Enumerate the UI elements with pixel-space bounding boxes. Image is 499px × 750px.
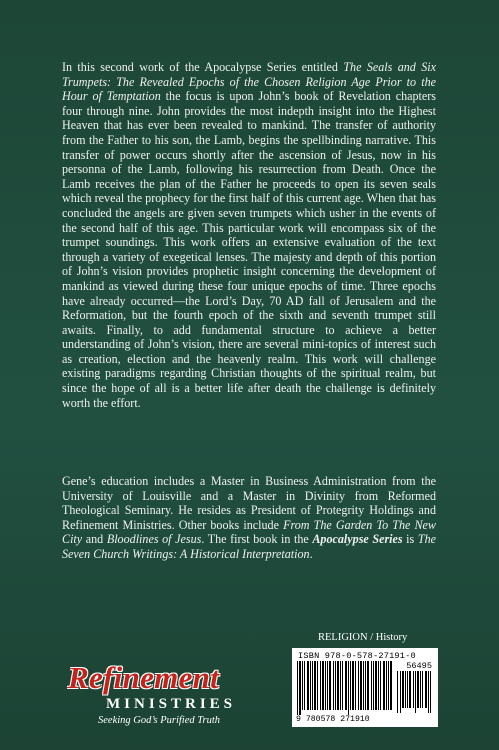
barcode-bar — [409, 671, 411, 708]
bio-end: . — [309, 546, 313, 561]
barcode-bar — [407, 671, 408, 708]
barcode-bar — [327, 661, 328, 710]
ean-digits: 9 780578 271910 — [296, 715, 370, 724]
barcode-bar — [325, 661, 326, 710]
barcode-bar — [386, 661, 387, 710]
barcode-bar — [310, 661, 311, 710]
other-book-title-1: From The Garden To The New City — [62, 517, 436, 547]
series-name: Apocalypse Series — [312, 532, 403, 547]
publisher-logo — [50, 660, 290, 740]
logo-ministries: MINISTRIES — [106, 696, 237, 712]
bio-is: is — [402, 532, 418, 547]
barcode-bar — [320, 661, 321, 710]
barcode-bar — [335, 661, 336, 710]
barcode-bar — [317, 661, 318, 710]
barcode-bar — [425, 671, 427, 708]
price-barcode — [396, 671, 432, 717]
description-paragraph — [62, 60, 436, 410]
barcode-bar — [373, 661, 374, 710]
isbn-text: ISBN 978-0-578-27191-0 — [298, 651, 416, 661]
ean-barcode — [296, 661, 394, 717]
barcode-bar — [422, 671, 423, 708]
barcode-bar — [333, 661, 334, 710]
barcode-bar — [413, 671, 414, 708]
barcode-bar — [350, 661, 351, 710]
barcode-bar — [314, 661, 316, 710]
barcode-bar — [383, 661, 385, 710]
barcode-bar — [375, 661, 377, 710]
barcode-bar — [402, 671, 404, 708]
barcode-bar — [312, 661, 313, 710]
logo-wordmark: Refinement — [68, 660, 220, 695]
barcode-bar — [367, 661, 369, 710]
barcode-bar — [388, 661, 389, 710]
description-text-body: the focus is upon John’s book of Revelation chapters four through nine. John provides the most indepth insight into the Highest Heaven that has ever been revealed to mankind. The transfer of authority from the Father to his son, the Lamb, begins the spellbinding narrative. This transfer of power occurs shortly after the ascension of Jesus, now in his personna of the Lamb, following his resurrection from Death. Once the Lamb receives the plan of the Father he proceeds to open its seven seals which reveal the prophecy for the first half of this current age. When that has concluded the angels are given seven trumpets which usher in the events of the second half of this age. This particular work will encompass six of the trumpet soundings. This work offers an extensive evaluation of the text through a variety of exegetical lenses. The majesty and depth of this portion of John’s vision provides prophetic insight concerning the development of mankind as viewed during these four unique epochs of time. Three epochs have already occurred—the Lord’s Day, 70 AD fall of Jerusalem and the Reformation, but the fourth epoch of the sixth and seventh trumpet still awaits. Finally, to add fundamental structure to achieve a better understanding of John’s vision, there are several mini-topics of interest such as creation, election and the heavenly realm. This work will challenge existing paradigms regarding Christian thoughts of the spiritual realm, but since the hope of all is a better life after death the challenge is definitely worth the effort. — [62, 89, 436, 410]
barcode-bar — [397, 671, 398, 713]
first-book-title: The Seven Church Writings: A Historical Interpretation — [62, 532, 436, 561]
barcode-bar — [302, 661, 303, 710]
barcode-bar — [390, 661, 392, 710]
bio-text-middle: . The first book in the — [201, 532, 313, 547]
other-book-title-2: Bloodlines of Jesus — [106, 532, 202, 547]
price-code-text: 56495 — [406, 661, 432, 671]
barcode-bar — [340, 661, 341, 710]
barcode-bar — [348, 661, 349, 715]
barcode-bar — [322, 661, 324, 710]
description-text-start: In this second work of the Apocalypse Series entitled — [62, 60, 344, 74]
barcode-bar — [400, 671, 401, 713]
logo-tagline: Seeking God’s Purified Truth — [98, 715, 221, 726]
barcode-bar — [380, 661, 381, 710]
barcode-bar — [345, 661, 347, 710]
barcode-bar — [371, 661, 372, 710]
barcode-bar — [405, 671, 406, 708]
barcode-bar — [420, 671, 421, 708]
barcode-bar — [355, 661, 356, 710]
barcode-bar — [428, 671, 429, 713]
barcode-bar — [297, 661, 298, 715]
barcode-panel — [292, 648, 438, 727]
barcode-bar — [299, 661, 301, 715]
book-title: The Seals and Six Trumpets: The Revealed Epochs of the Chosen Religion Age Prior to the Hour of Temptation — [62, 60, 436, 104]
barcode-bar — [363, 661, 364, 710]
barcode-bar — [304, 661, 305, 710]
barcode-bar — [337, 661, 339, 710]
author-bio-paragraph — [62, 474, 436, 562]
bio-text-start: Gene’s education includes a Master in Business Administration from the University of Louisville and a Master in Divinity from Reformed Theological Seminary. He resides as President of Protegrity Holdings and Refinement Ministries. Other books include — [62, 474, 436, 532]
barcode-bar — [342, 661, 343, 710]
barcode-bar — [415, 671, 416, 713]
bio-and: and — [82, 532, 107, 547]
barcode-bar — [365, 661, 366, 710]
barcode-bar — [417, 671, 419, 708]
barcode-bar — [430, 671, 431, 713]
barcode-bar — [307, 661, 309, 710]
barcode-bar — [329, 661, 331, 710]
barcode-bar — [378, 661, 379, 710]
barcode-bar — [360, 661, 362, 710]
category-label: RELIGION / History — [318, 632, 408, 643]
barcode-bar — [352, 661, 354, 710]
barcode-bar — [358, 661, 359, 710]
